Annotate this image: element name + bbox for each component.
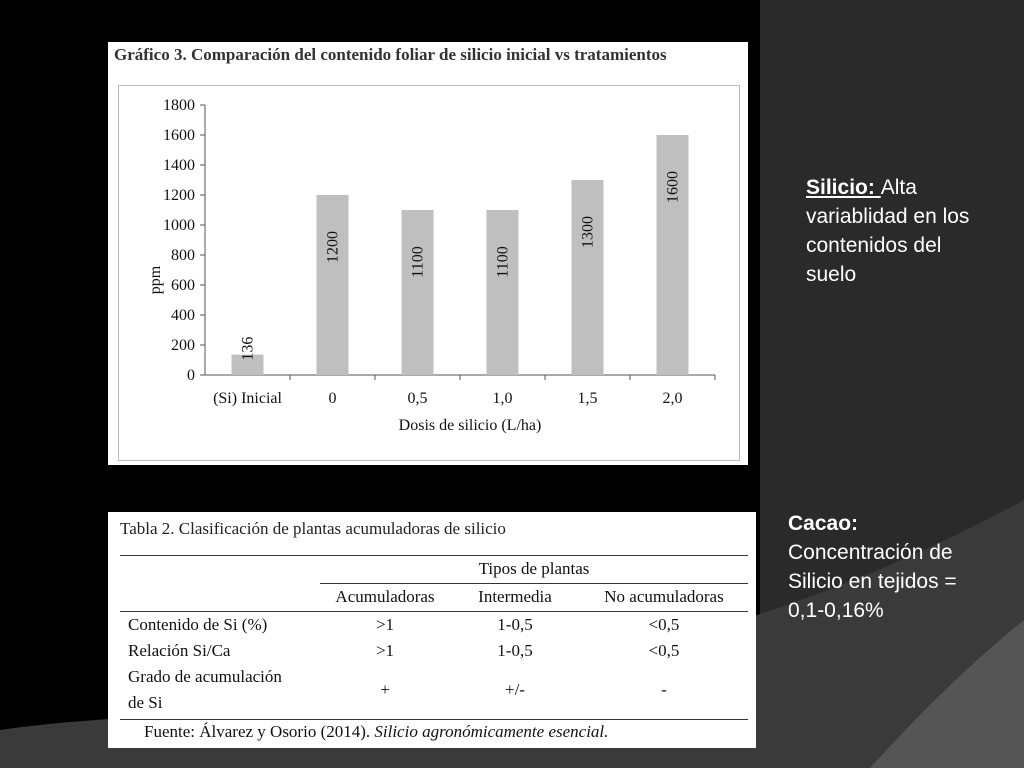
table-cell: 1-0,5 [497,641,533,660]
note-cacao-text: Concentración de Silicio en tejidos = 0,1-0,16% [788,541,957,622]
y-tick-label: 1200 [163,187,195,204]
table-row-label: Grado de acumulación [128,667,282,686]
chart-panel [108,42,748,465]
y-tick-label: 800 [171,247,195,264]
bar-chart [108,42,748,465]
x-tick-label: 0 [328,390,337,407]
bar-data-label: 1600 [664,171,682,203]
table-cell: <0,5 [648,641,680,660]
y-tick-label: 400 [171,307,195,324]
x-tick-label: 1,5 [577,390,598,407]
bar [657,135,689,375]
bar-data-label: 1200 [324,231,342,263]
table-row-label: de Si [128,693,163,712]
note-cacao-label: Cacao: [788,512,859,535]
note-cacao [788,509,978,625]
x-tick-label: 0,5 [407,390,428,407]
bar-data-label: 136 [239,336,257,361]
table-cell: 1-0,5 [497,615,533,634]
y-tick-label: 1400 [163,157,195,174]
table-col-header: Intermedia [478,587,552,606]
y-tick-label: 600 [171,277,195,294]
table-source-prefix: Fuente: Álvarez y Osorio (2014). [144,722,375,741]
table-row-label: Relación Si/Ca [128,641,231,660]
bar [317,195,349,375]
bar [402,210,434,375]
y-axis-label: ppm [147,265,164,295]
chart-title: Gráfico 3. Comparación del contenido foliar de silicio inicial vs tratamientos [114,45,667,64]
x-tick-label: 2,0 [662,390,683,407]
table-cell: >1 [375,615,395,634]
note-silicio-label: Silicio: [806,176,881,199]
y-tick-label: 1000 [163,217,195,234]
table-cell: >1 [375,641,395,660]
bar [572,180,604,375]
bar-data-label: 1100 [494,246,512,278]
table-cell: - [661,680,667,699]
y-tick-label: 0 [187,367,195,384]
y-tick-label: 1600 [163,127,195,144]
table-source [144,722,608,742]
table-col-header: Acumuladoras [335,587,435,606]
x-tick-label: 1,0 [492,390,513,407]
table-panel [108,512,756,748]
bar [487,210,519,375]
table-row-label: Contenido de Si (%) [128,615,268,634]
x-axis-label: Dosis de silicio (L/ha) [398,417,542,434]
table-group-rule [320,583,748,584]
table-title: Tabla 2. Clasificación de plantas acumuladoras de silicio [120,519,506,538]
table-group-header: Tipos de plantas [478,559,590,578]
bar-data-label: 1300 [579,216,597,248]
note-silicio [806,173,996,289]
table-source-title: Silicio agronómicamente esencial. [374,722,609,741]
x-tick-label: (Si) Inicial [213,390,282,407]
table-cell: +/- [505,680,525,699]
table-header-rule [120,611,748,612]
table-top-rule [120,555,748,556]
table-col-header: No acumuladoras [604,587,724,606]
table-bottom-rule [120,719,748,720]
y-tick-label: 1800 [163,97,195,114]
bar-data-label: 1100 [409,246,427,278]
note-silicio-text: Alta variablidad en los contenidos del suelo [806,176,970,286]
table-cell: <0,5 [648,615,680,634]
table-cell: + [380,680,390,699]
y-tick-label: 200 [171,337,195,354]
